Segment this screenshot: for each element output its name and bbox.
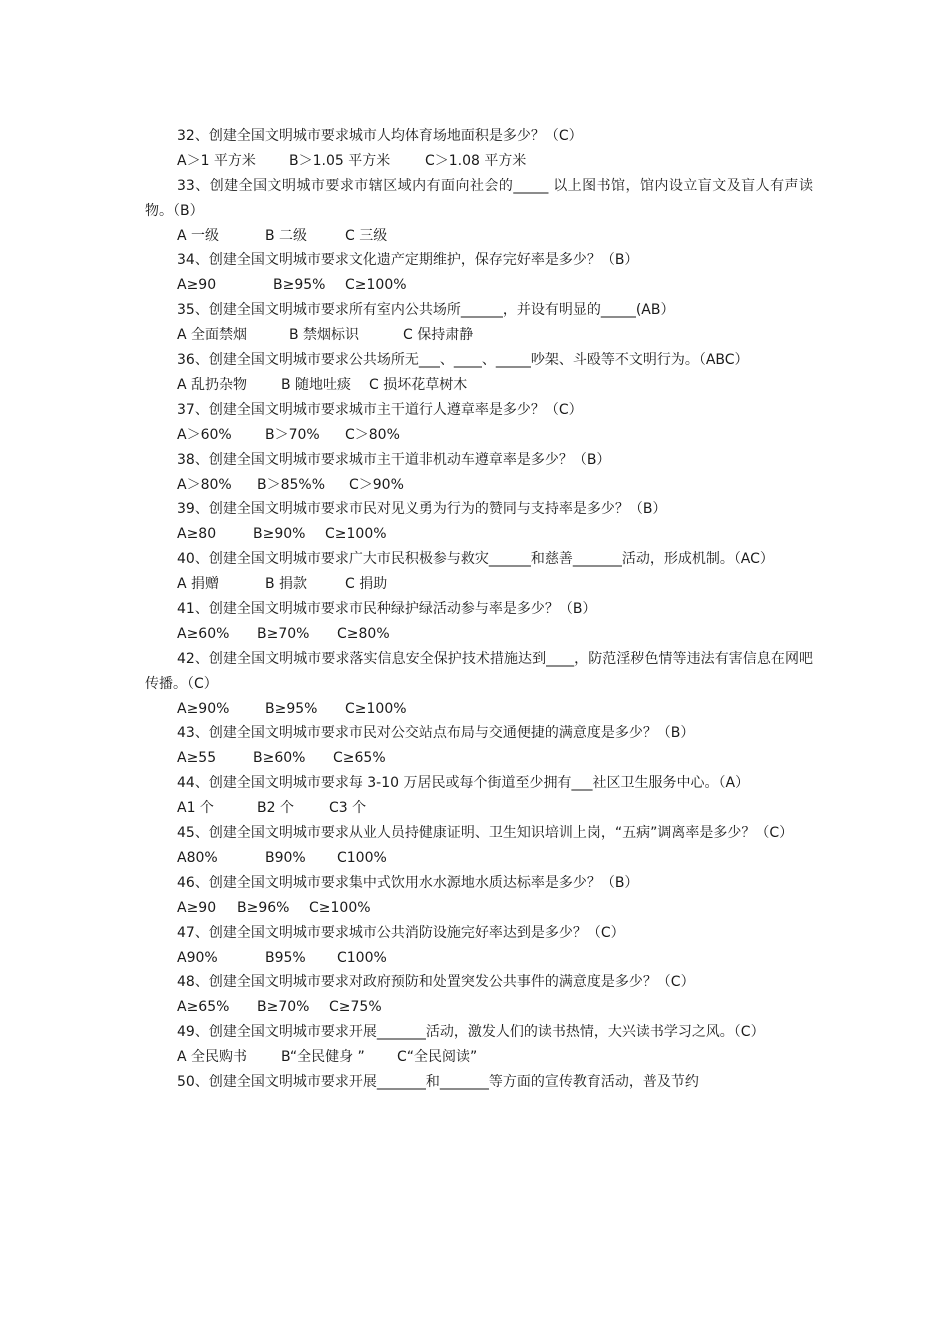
option-c: C3 个 — [329, 800, 367, 817]
answer-options — [145, 995, 813, 1020]
option-a: A≥55 — [177, 750, 217, 767]
answer-options — [145, 224, 813, 249]
answer-options — [145, 846, 813, 871]
question-text: 32、创建全国文明城市要求城市人均体育场地面积是多少？（C） — [177, 128, 583, 144]
answer-options — [145, 946, 813, 971]
option-b: B＞70% — [265, 426, 320, 443]
option-c: C＞1.08 平方米 — [425, 152, 527, 169]
question-text: 34、创建全国文明城市要求文化遗产定期维护，保存完好率是多少？（B） — [177, 252, 639, 269]
option-b: B＞1.05 平方米 — [289, 152, 391, 169]
option-a: A 一级 — [177, 227, 220, 244]
answer-options — [145, 1045, 813, 1070]
answer-options — [145, 149, 813, 174]
option-a: A≥65% — [177, 999, 230, 1016]
option-b: B95% — [265, 949, 306, 966]
option-b: B≥95% — [265, 700, 318, 717]
option-a: A＞60% — [177, 426, 232, 443]
option-c: C≥80% — [337, 625, 390, 642]
option-b: B≥90% — [253, 526, 306, 543]
option-b: B≥70% — [257, 625, 310, 642]
answer-options — [145, 796, 813, 821]
question-text: 35、创建全国文明城市要求所有室内公共场所______，并设有明显的_____(AB） — [177, 302, 675, 319]
option-c: C“全民阅读” — [397, 1049, 478, 1066]
option-c: C＞80% — [345, 426, 400, 443]
option-c: C≥100% — [309, 899, 371, 916]
question-text: 43、创建全国文明城市要求市民对公交站点布局与交通便捷的满意度是多少？（B） — [177, 725, 695, 742]
question-text: 49、创建全国文明城市要求开展_______活动，激发人们的读书热情，大兴读书学习之风。（C） — [177, 1024, 765, 1041]
option-c: C 三级 — [345, 227, 388, 244]
question-list — [145, 124, 813, 1095]
answer-options — [145, 896, 813, 921]
option-a: A≥60% — [177, 625, 230, 642]
option-a: A 全民购书 — [177, 1049, 248, 1066]
option-b: B＞85%% — [257, 476, 326, 493]
option-b: B 禁烟标识 — [289, 327, 360, 344]
question-text: 41、创建全国文明城市要求市民种绿护绿活动参与率是多少？（B） — [177, 600, 597, 617]
option-a: A＞80% — [177, 476, 232, 493]
answer-options — [145, 522, 813, 547]
answer-options — [145, 423, 813, 448]
question-text: 48、创建全国文明城市要求对政府预防和处置突发公共事件的满意度是多少？（C） — [177, 974, 695, 991]
option-b: B2 个 — [257, 800, 294, 817]
option-a: A1 个 — [177, 800, 214, 817]
option-b: B 二级 — [265, 227, 308, 244]
option-a: A 乱扔杂物 — [177, 376, 248, 393]
answer-options — [145, 622, 813, 647]
option-a: A≥90 — [177, 277, 217, 294]
question-text: 47、创建全国文明城市要求城市公共消防设施完好率达到是多少？（C） — [177, 924, 625, 941]
option-a: A＞1 平方米 — [177, 152, 256, 169]
option-c: C≥75% — [329, 999, 382, 1016]
question-text: 38、创建全国文明城市要求城市主干道非机动车遵章率是多少？（B） — [177, 451, 611, 468]
question-text: 36、创建全国文明城市要求公共场所无___、____、_____吵架、斗殴等不文明行为。（ABC） — [177, 352, 749, 369]
option-c: C100% — [337, 849, 387, 866]
option-c: C≥100% — [345, 277, 407, 294]
question-text: 46、创建全国文明城市要求集中式饮用水水源地水质达标率是多少？（B） — [177, 874, 639, 891]
question-text: 37、创建全国文明城市要求城市主干道行人遵章率是多少？（C） — [177, 401, 583, 418]
option-b: B“全民健身 ” — [281, 1049, 365, 1066]
question-text: 50、创建全国文明城市要求开展_______和_______等方面的宣传教育活动，普及节约 — [177, 1073, 699, 1090]
option-c: C≥65% — [333, 750, 386, 767]
question-text: 44、创建全国文明城市要求每 3-10 万居民或每个街道至少拥有___社区卫生服务中心。（A） — [177, 775, 750, 792]
option-a: A≥80 — [177, 526, 217, 543]
option-b: B 随地吐痰 — [281, 376, 352, 393]
option-c: C≥100% — [325, 526, 387, 543]
option-c: C 损坏花草树木 — [369, 376, 468, 393]
option-b: B90% — [265, 849, 306, 866]
option-b: B≥96% — [237, 899, 290, 916]
option-a: A 捐赠 — [177, 576, 220, 593]
option-c: C 捐助 — [345, 576, 388, 593]
question-text: 40、创建全国文明城市要求广大市民积极参与救灾______和慈善_______活动，形成机制。（AC） — [177, 551, 774, 568]
question-text: 39、创建全国文明城市要求市民对见义勇为行为的赞同与支持率是多少？（B） — [177, 501, 667, 518]
question-text: 45、创建全国文明城市要求从业人员持健康证明、卫生知识培训上岗，“五病”调离率是多少？（C） — [177, 825, 794, 842]
answer-options — [145, 697, 813, 722]
option-c: C＞90% — [349, 476, 404, 493]
answer-options — [145, 373, 813, 398]
option-b: B 捐款 — [265, 576, 308, 593]
option-c: C100% — [337, 949, 387, 966]
answer-options — [145, 746, 813, 771]
option-c: C≥100% — [345, 700, 407, 717]
answer-options — [145, 473, 813, 498]
question-text: 42、创建全国文明城市要求落实信息安全保护技术措施达到____，防范淫秽色情等违法有害信息在网吧传播。（C） — [145, 650, 813, 692]
option-b: B≥60% — [253, 750, 306, 767]
answer-options — [145, 323, 813, 348]
option-a: A≥90 — [177, 899, 217, 916]
option-c: C 保持肃静 — [403, 327, 474, 344]
option-a: A≥90% — [177, 700, 230, 717]
option-b: B≥95% — [273, 277, 326, 294]
option-a: A90% — [177, 949, 218, 966]
option-b: B≥70% — [257, 999, 310, 1016]
option-a: A80% — [177, 849, 218, 866]
answer-options — [145, 273, 813, 298]
option-a: A 全面禁烟 — [177, 327, 248, 344]
answer-options — [145, 572, 813, 597]
question-text: 33、创建全国文明城市要求市辖区域内有面向社会的_____ 以上图书馆，馆内设立盲文及盲人有声读物。（B） — [145, 177, 813, 219]
